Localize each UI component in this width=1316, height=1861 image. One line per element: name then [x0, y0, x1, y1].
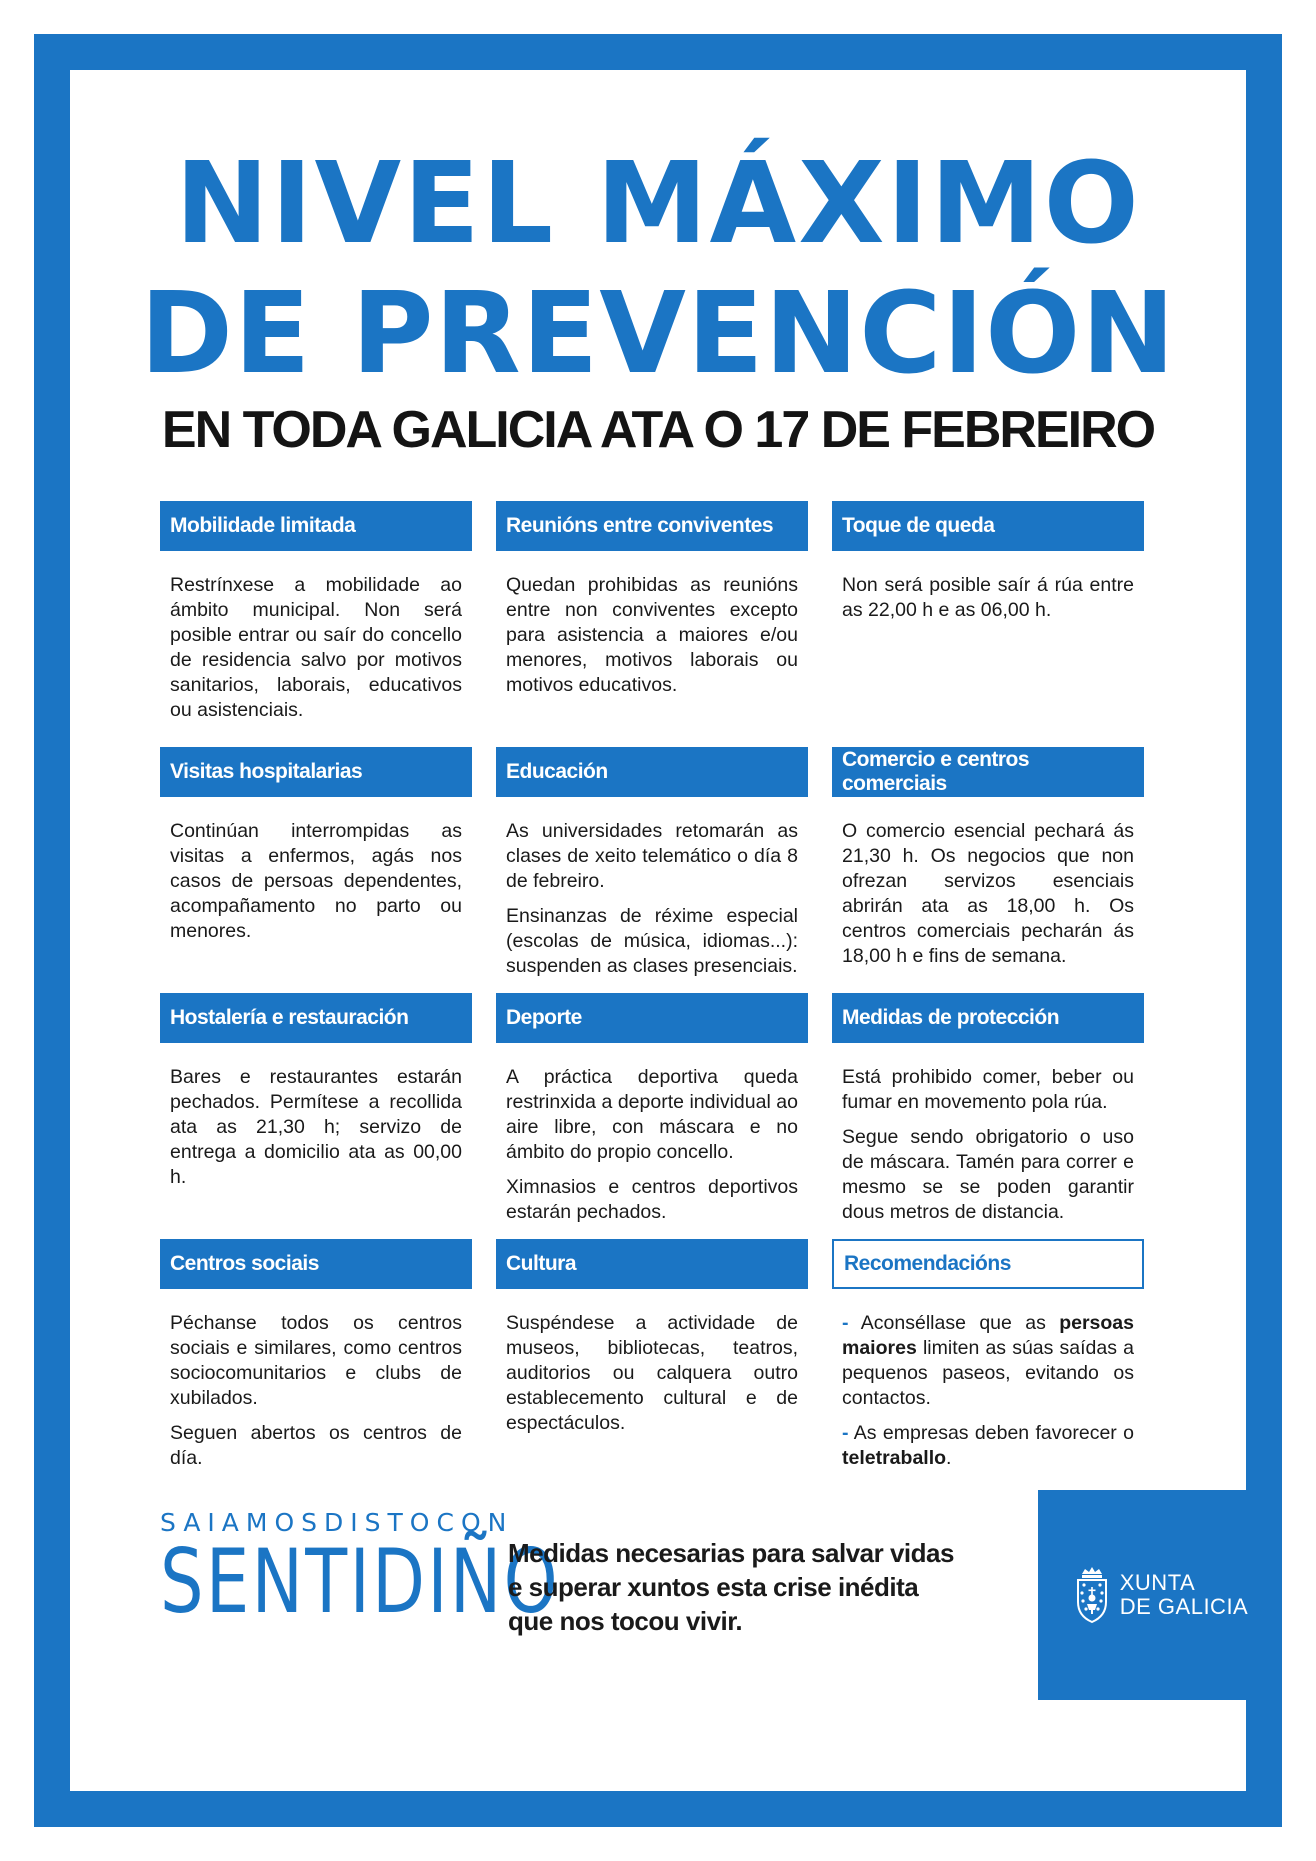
card-title: Reunións entre conviventes: [496, 501, 808, 551]
card-hostaleria: [160, 993, 472, 1200]
card-text: Continúan interrompidas as visitas a enfermos, agás nos casos de persoas dependentes, acompañamento no parto ou menores.: [170, 820, 462, 942]
title-line-1: NIVEL MÁXIMO: [175, 139, 1141, 269]
card-cultura: [496, 1239, 808, 1446]
card-title: Centros sociais: [160, 1239, 472, 1289]
card-text: Segue sendo obrigatorio o uso de máscara. Tamén para correr e mesmo se se poden garantir dous metros de distancia.: [842, 1126, 1134, 1223]
recommendation-text: Aconséllase que as: [860, 1312, 1046, 1334]
card-title: Comercio e centros comerciais: [832, 747, 1144, 797]
card-deporte: [496, 993, 808, 1235]
slogan-word: SAIAMOS: [160, 1508, 325, 1537]
title-line-2: DE PREVENCIÓN: [139, 269, 1177, 399]
card-text: A práctica deportiva queda restrinxida a deporte individual ao aire libre, con máscara e no ámbito do propio concello.: [506, 1066, 798, 1163]
slogan-word: CON: [436, 1508, 514, 1537]
galicia-coat-of-arms-icon: [1072, 1566, 1112, 1624]
card-title: Deporte: [496, 993, 808, 1043]
recommendation-item: [842, 1311, 1134, 1411]
recommendation-highlight: persoas maiores: [842, 1312, 1134, 1359]
card-medidas-proteccion: [832, 993, 1144, 1235]
card-text: As universidades retomarán as clases de xeito telemático o día 8 de febreiro.: [506, 820, 798, 892]
card-text: Ensinanzas de réxime especial (escolas de música, idiomas...): suspenden as clases presenciais.: [506, 905, 798, 977]
card-title: Toque de queda: [832, 501, 1144, 551]
card-comercio: [832, 747, 1144, 979]
card-title: Medidas de protección: [832, 993, 1144, 1043]
recommendation-item: [842, 1421, 1134, 1471]
card-text: Péchanse todos os centros sociais e similares, como centros sociocomunitarios e clubs de xubilados.: [170, 1312, 462, 1409]
xunta-logo-block: [1038, 1490, 1282, 1700]
card-recomendacions: [832, 1239, 1144, 1481]
card-title: Mobilidade limitada: [160, 501, 472, 551]
card-title: Educación: [496, 747, 808, 797]
card-mobilidade: [160, 501, 472, 733]
card-text: Seguen abertos os centros de día.: [170, 1422, 462, 1469]
card-centros-sociais: [160, 1239, 472, 1481]
card-text: Quedan prohibidas as reunións entre non conviventes excepto para asistencia a maiores e/ou menores, motivos laborais ou motivos educativos.: [506, 574, 798, 696]
card-text: Suspéndese a actividade de museos, bibliotecas, teatros, auditorios ou calquera outro establecemento cultural e de espectáculos.: [506, 1312, 798, 1434]
card-text: Ximnasios e centros deportivos estarán pechados.: [506, 1176, 798, 1223]
card-text: Está prohibido comer, beber ou fumar en movemento pola rúa.: [842, 1066, 1134, 1113]
card-text: Restrínxese a mobilidade ao ámbito municipal. Non será posible entrar ou saír do concello de residencia salvo por motivos sanitarios, laborais, educativos ou asistenciais.: [170, 574, 462, 721]
footer-message: [508, 1536, 1008, 1638]
recommendation-text: .: [946, 1447, 952, 1469]
footer-message-line: Medidas necesarias para salvar vidas: [508, 1538, 954, 1568]
recommendation-text: limiten as súas saídas a pequenos paseos, evitando os contactos.: [842, 1337, 1134, 1409]
recommendation-text: As empresas deben favorecer o: [853, 1422, 1134, 1444]
logo-text-line1: XUNTA: [1119, 1570, 1196, 1595]
card-text: O comercio esencial pechará ás 21,30 h. Os negocios que non ofrezan servizos esenciais abrirán ata as 18,00 h. Os centros comerciais pecharán ás 18,00 h e fins de semana.: [842, 820, 1134, 967]
card-text: Bares e restaurantes estarán pechados. Permítese a recollida ata as 21,30 h; servizo de entrega a domicilio ata as 00,00 h.: [170, 1066, 462, 1188]
card-text: Non será posible saír á rúa entre as 22,00 h e as 06,00 h.: [842, 574, 1134, 621]
dash-bullet: -: [842, 1422, 849, 1444]
footer-message-line: e superar xuntos esta crise inédita: [508, 1572, 919, 1602]
card-title: Visitas hospitalarias: [160, 747, 472, 797]
logo-text-line2: DE GALICIA: [1119, 1594, 1249, 1619]
card-educacion: [496, 747, 808, 989]
card-visitas-hospitalarias: [160, 747, 472, 954]
slogan-word: DISTO: [324, 1508, 437, 1537]
slogan-brand: SENTIDIÑO: [160, 1530, 560, 1633]
subtitle: EN TODA GALICIA ATA O 17 DE FEBREIRO: [161, 401, 1155, 459]
recommendation-highlight: teletraballo: [842, 1447, 947, 1469]
card-title: Recomendacións: [832, 1239, 1144, 1289]
card-title: Cultura: [496, 1239, 808, 1289]
footer-message-line: que nos tocou vivir.: [508, 1606, 743, 1636]
card-toque-de-queda: [832, 501, 1144, 633]
dash-bullet: -: [842, 1312, 849, 1334]
card-reunions: [496, 501, 808, 708]
card-title: Hostalería e restauración: [160, 993, 472, 1043]
